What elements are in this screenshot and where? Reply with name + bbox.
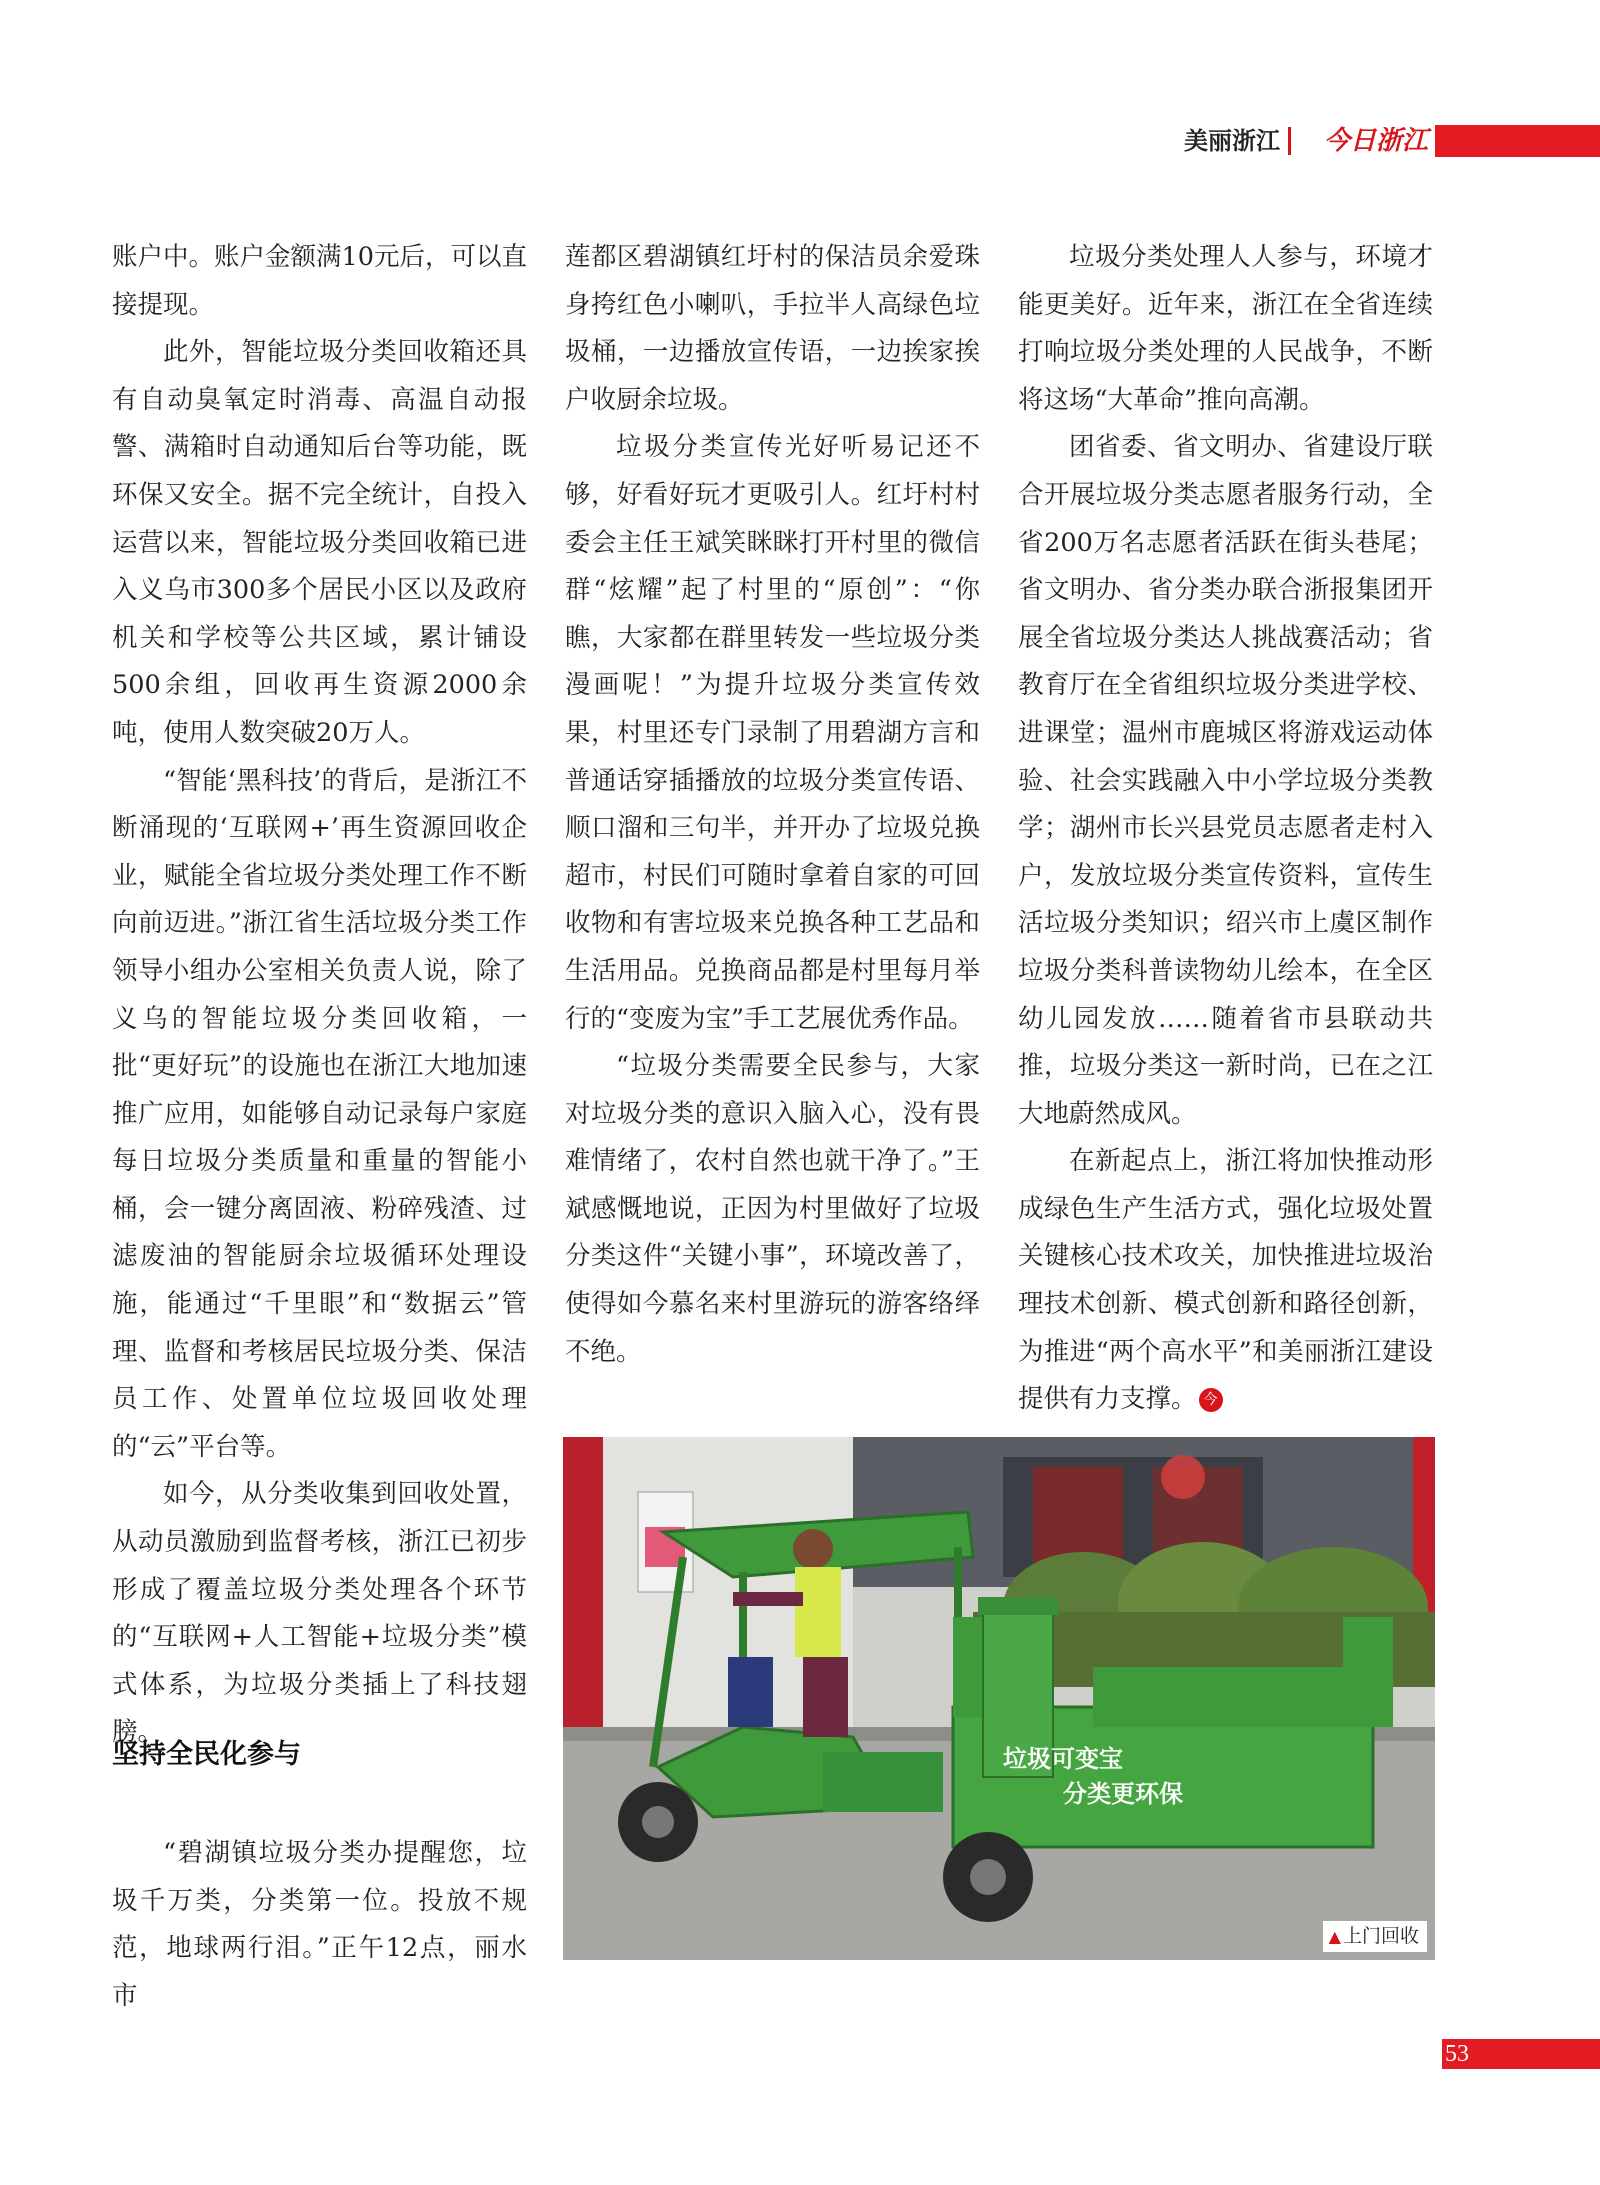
- running-header: [1140, 125, 1600, 157]
- end-mark-icon: 今: [1199, 1388, 1223, 1412]
- section-title: 美丽浙江: [1184, 127, 1280, 155]
- paragraph: “碧湖镇垃圾分类办提醒您，垃圾千万类，分类第一位。投放不规范，地球两行泪。”正午12点，丽水市: [112, 1838, 527, 2011]
- column-3: [1018, 234, 1433, 1424]
- section-heading: 坚持全民化参与: [112, 1739, 301, 1770]
- column-1: [112, 234, 527, 1757]
- caption-triangle-icon: ▲: [1328, 1927, 1341, 1946]
- photo-caption: [1323, 1921, 1427, 1952]
- column-2: [565, 234, 980, 1376]
- paragraph: “垃圾分类需要全民参与，大家对垃圾分类的意识入脑入心，没有畏难情绪了，农村自然也就干净了。”王斌感慨地说，正因为村里做好了垃圾分类这件“关键小事”，环境改善了，使得如今慕名来村里游玩的游客络绎不绝。: [565, 1051, 980, 1367]
- header-divider: [1288, 127, 1291, 155]
- paragraph: 莲都区碧湖镇红圩村的保洁员余爱珠身挎红色小喇叭，手拉半人高绿色垃圾桶，一边播放宣传语，一边挨家挨户收厨余垃圾。: [565, 242, 980, 415]
- vehicle-slogan-line-1: 垃圾可变宝: [1003, 1745, 1123, 1773]
- paragraph: 团省委、省文明办、省建设厅联合开展垃圾分类志愿者服务行动，全省200万名志愿者活跃在街头巷尾；省文明办、省分类办联合浙报集团开展全省垃圾分类达人挑战赛活动；省教育厅在全省组织垃圾分类进学校、进课堂；温州市鹿城区将游戏运动体验、社会实践融入中小学垃圾分类教学；湖州市长兴县党员志愿者走村入户，发放垃圾分类宣传资料，宣传生活垃圾分类知识；绍兴市上虞区制作垃圾分类科普读物幼儿绘本，在全区幼儿园发放……随着省市县联动共推，垃圾分类这一新时尚，已在之江大地蔚然成风。: [1018, 432, 1433, 1129]
- paragraph: 如今，从分类收集到回收处置，从动员激励到监督考核，浙江已初步形成了覆盖垃圾分类处理各个环节的“互联网+人工智能+垃圾分类”模式体系，为垃圾分类插上了科技翅膀。: [112, 1479, 527, 1748]
- photo-garbage-collection-tricycle: [563, 1437, 1435, 1960]
- header-red-bar: [1435, 125, 1600, 157]
- column-1-continued: [112, 1830, 527, 2020]
- vehicle-slogan-line-2: 分类更环保: [1063, 1780, 1183, 1808]
- paragraph: 此外，智能垃圾分类回收箱还具有自动臭氧定时消毒、高温自动报警、满箱时自动通知后台等功能，既环保又安全。据不完全统计，自投入运营以来，智能垃圾分类回收箱已进入义乌市300多个居民小区以及政府机关和学校等公共区域，累计铺设500余组，回收再生资源2000余吨，使用人数突破20万人。: [112, 337, 527, 748]
- paragraph-text: 在新起点上，浙江将加快推动形成绿色生产生活方式，强化垃圾处置关键核心技术攻关，加快推进垃圾治理技术创新、模式创新和路径创新，为推进“两个高水平”和美丽浙江建设提供有力支撑。: [1018, 1146, 1433, 1415]
- paragraph: [1018, 1138, 1433, 1424]
- paragraph: 垃圾分类处理人人参与，环境才能更美好。近年来，浙江在全省连续打响垃圾分类处理的人民战争，不断将这场“大革命”推向高潮。: [1018, 242, 1433, 415]
- photo-illustration: [563, 1437, 1435, 1960]
- paragraph: 账户中。账户金额满10元后，可以直接提现。: [112, 242, 527, 320]
- paragraph: “智能‘黑科技’的背后，是浙江不断涌现的‘互联网+’再生资源回收企业，赋能全省垃圾分类处理工作不断向前迈进。”浙江省生活垃圾分类工作领导小组办公室相关负责人说，除了义乌的智能垃圾分类回收箱，一批“更好玩”的设施也在浙江大地加速推广应用，如能够自动记录每户家庭每日垃圾分类质量和重量的智能小桶，会一键分离固液、粉碎残渣、过滤废油的智能厨余垃圾循环处理设施，能通过“千里眼”和“数据云”管理、监督和考核居民垃圾分类、保洁员工作、处置单位垃圾回收处理的“云”平台等。: [112, 765, 527, 1462]
- paragraph: 垃圾分类宣传光好听易记还不够，好看好玩才更吸引人。红圩村村委会主任王斌笑眯眯打开村里的微信群“炫耀”起了村里的“原创”：“你瞧，大家都在群里转发一些垃圾分类漫画呢！”为提升垃圾分类宣传效果，村里还专门录制了用碧湖方言和普通话穿插播放的垃圾分类宣传语、顺口溜和三句半，并开办了垃圾兑换超市，村民们可随时拿着自家的可回收物和有害垃圾来兑换各种工艺品和生活用品。兑换商品都是村里每月举行的“变废为宝”手工艺展优秀作品。: [565, 432, 980, 1034]
- magazine-brand: 今日浙江: [1323, 126, 1428, 156]
- page-number: 53: [1445, 2041, 1469, 2067]
- caption-text: 上门回收: [1342, 1925, 1419, 1947]
